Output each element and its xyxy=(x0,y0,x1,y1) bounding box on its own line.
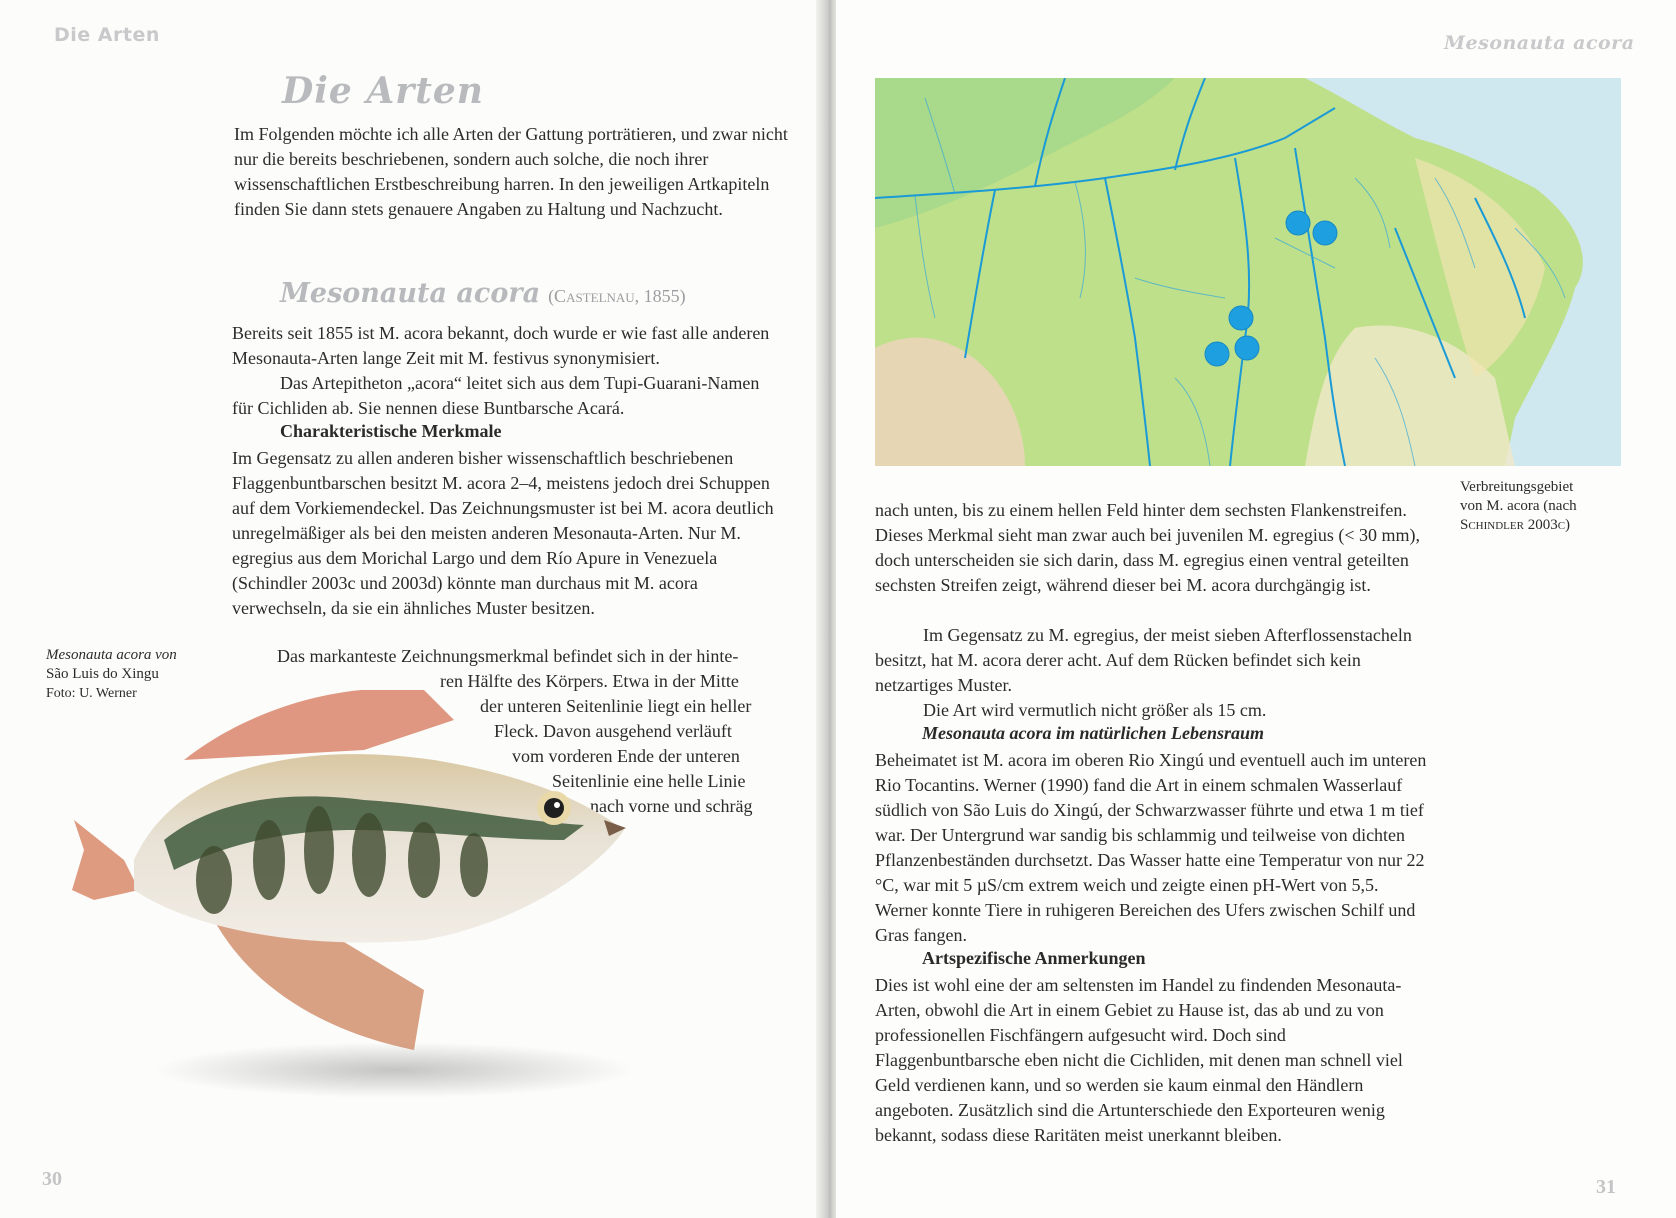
map-caption xyxy=(1460,478,1660,535)
subhead-anmerkungen: Artspezifische Anmerkungen xyxy=(922,948,1146,968)
chapter-title: Die Arten xyxy=(282,70,484,112)
paragraph-history: Bereits seit 1855 ist M. acora bekannt, doch wurde er wie fast alle anderen Mesonauta-Arten lange Zeit mit M. festivus synonymisiert. xyxy=(232,323,770,368)
map-caption-line1: Verbreitungsgebiet xyxy=(1460,479,1574,495)
paragraph-anmerkungen: Dies ist wohl eine der am seltensten im Handel zu findenden Mesonauta-Arten, obwohl die Art in einem Gebiet zu Hause ist, das ab und zu von professionellen Fischfängern aufgesucht wird. Doch sind Flaggenbuntbarsche eben nicht die Cichliden, mit denen man schnell viel Geld verdienen kann, und so werden sie kaum einmal den Händlern angeboten. Zusätzlich sind die Artunterschiede den Exporteuren wenig bekannt, sodass diese Raritäten meist unerkannt bleiben. xyxy=(875,975,1403,1145)
fish-illustration xyxy=(64,690,664,1110)
distribution-marker xyxy=(1286,211,1310,235)
distribution-marker xyxy=(1235,336,1259,360)
paragraph-continued: nach unten, bis zu einem hellen Feld hinter dem sechsten Flankenstreifen. Dieses Merkmal sieht man zwar auch bei juvenilen M. egregius (< 30 mm), doch unterscheiden sie sich darin, dass M. egregius einen ventral geteilten sechsten Streifen zeigt, während dieser bei M. acora durchgängig ist. xyxy=(875,500,1421,595)
distribution-map xyxy=(875,78,1621,466)
map-caption-line2: von M. acora (nach xyxy=(1460,498,1577,514)
running-head-left: Die Arten xyxy=(54,24,160,46)
paragraph-lebensraum: Beheimatet ist M. acora im oberen Rio Xingú und eventuell auch im unteren Rio Tocantins. Werner (1990) fand die Art in einem schmalen Wasserlauf südlich von São Luis do Xingú, der Schwarzwasser führte und etwa 1 m tief war. Der Untergrund war sandig bis schlammig und teilweise von dichten Pflanzenbeständen durchsetzt. Das Wasser hatte eine Temperatur von nur 22 °C, war mit 5 µS/cm extrem weich und zeigte einen pH-Wert von 5,5. Werner konnte Tiere in ruhigeren Bereichen des Ufers zwischen Schilf und Gras fangen. xyxy=(875,750,1427,945)
distribution-map-graphic xyxy=(875,78,1621,466)
paragraph-etymology: Das Artepitheton „acora“ leitet sich aus dem Tupi-Guarani-Namen für Cichliden ab. Sie nennen diese Buntbarsche Acará. xyxy=(232,373,760,418)
wrap-line-2: ren Hälfte des Körpers. Etwa in der Mitte xyxy=(440,671,739,691)
distribution-marker xyxy=(1313,221,1337,245)
page-number-left: 30 xyxy=(42,1168,62,1190)
fish-caption-species: Mesonauta acora von xyxy=(46,647,177,663)
wrap-line-6: Seitenlinie eine helle Linie xyxy=(552,771,746,791)
intro-paragraph: Im Folgenden möchte ich alle Arten der Gattung porträtieren, und zwar nicht nur die bereits beschriebenen, sondern auch solche, die noch ihrer wissenschaftlichen Erstbeschreibung harren. In den jeweiligen Artkapiteln finden Sie dann stets genauere Angaben zu Haltung und Nachzucht. xyxy=(234,124,788,219)
paragraph-groesse: Die Art wird vermutlich nicht größer als 15 cm. xyxy=(923,700,1267,720)
wrap-line-3: der unteren Seitenlinie liegt ein heller xyxy=(480,696,752,716)
wrap-line-7: nach vorne und schräg xyxy=(590,796,753,816)
fish-photo xyxy=(64,690,664,1110)
running-head-right: Mesonauta acora xyxy=(1444,32,1635,54)
distribution-marker xyxy=(1229,306,1253,330)
subhead-lebensraum: Mesonauta acora im natürlichen Lebensraum xyxy=(922,723,1265,743)
fish-caption-locality: São Luis do Xingu xyxy=(46,666,159,682)
species-name: Mesonauta acora xyxy=(280,278,541,309)
wrap-line-4: Fleck. Davon ausgehend verläuft xyxy=(494,721,732,741)
wrap-line-5: vom vorderen Ende der unteren xyxy=(512,746,740,766)
fish-caption-credit: Foto: U. Werner xyxy=(46,686,137,701)
left-page xyxy=(0,0,826,1218)
wrap-line-1: Das markanteste Zeichnungsmerkmal befindet sich in der hinte- xyxy=(277,646,739,666)
paragraph-merkmale: Im Gegensatz zu allen anderen bisher wissenschaftlich beschriebenen Flaggenbuntbarschen besitzt M. acora 2–4, meistens jedoch drei Schuppen auf dem Vorkiemendeckel. Das Zeichnungsmuster ist bei M. acora deutlich unregelmäßiger als bei den meisten anderen Mesonauta-Arten. Nur M. egregius aus dem Morichal Largo und dem Río Apure in Venezuela (Schindler 2003c und 2003d) könnte man durchaus mit M. acora verwechseln, da sie ein ähnliches Muster besitzen. xyxy=(232,448,774,618)
page-number-right: 31 xyxy=(1596,1176,1616,1198)
subhead-merkmale: Charakteristische Merkmale xyxy=(280,421,502,441)
species-heading xyxy=(280,278,686,309)
distribution-marker xyxy=(1205,342,1229,366)
paragraph-afterflossen: Im Gegensatz zu M. egregius, der meist sieben Afterflossenstacheln besitzt, hat M. acora derer acht. Auf dem Rücken befindet sich kein netzartiges Muster. xyxy=(875,625,1412,695)
map-caption-line3: Schindler 2003c) xyxy=(1460,517,1571,533)
species-author: (Castelnau, 1855) xyxy=(548,286,686,306)
